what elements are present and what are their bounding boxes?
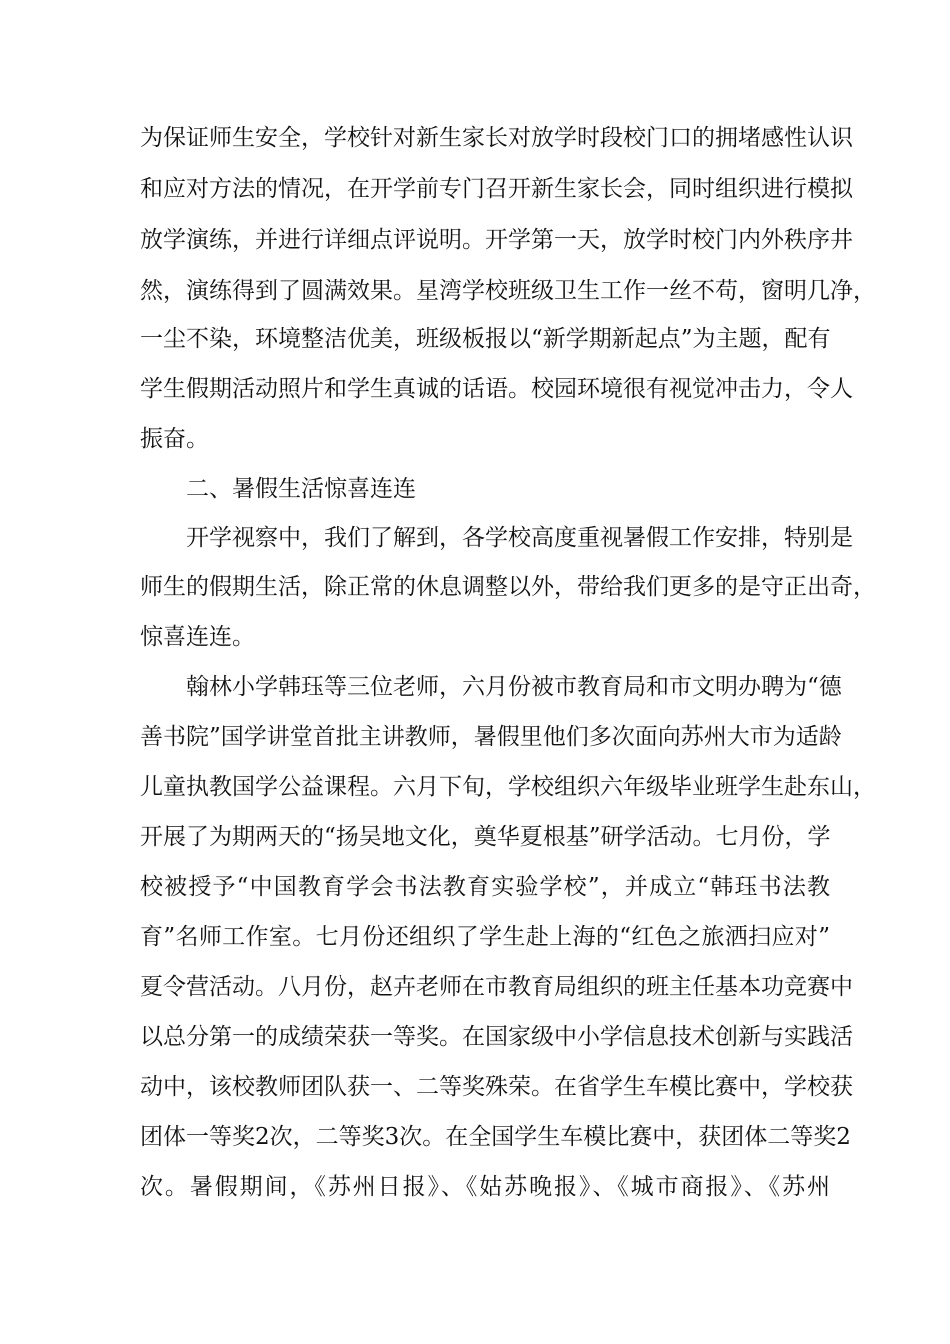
paragraph-line: 善书院”国学讲堂首批主讲教师，暑假里他们多次面向苏州大市为适龄 xyxy=(140,724,842,750)
paragraph-line: 次。暑假期间，《苏州日报》、《姑苏晚报》、《城市商报》、《苏州 xyxy=(140,1174,830,1200)
paragraph-line: 师生的假期生活，除正常的休息调整以外，带给我们更多的是守正出奇， xyxy=(140,574,876,600)
paragraph-line: 翰林小学韩珏等三位老师，六月份被市教育局和市文明办聘为“德 xyxy=(186,674,842,700)
section-heading: 二、暑假生活惊喜连连 xyxy=(186,476,416,502)
paragraph-line: 一尘不染，环境整洁优美，班级板报以“新学期新起点”为主题，配有 xyxy=(140,326,831,352)
paragraph-line: 动中，该校教师团队获一、二等奖殊荣。在省学生车模比赛中，学校获 xyxy=(140,1074,853,1100)
paragraph-line: 和应对方法的情况，在开学前专门召开新生家长会，同时组织进行模拟 xyxy=(140,176,853,202)
paragraph-line: 儿童执教国学公益课程。六月下旬，学校组织六年级毕业班学生赴东山， xyxy=(140,774,876,800)
paragraph-line: 校被授予“中国教育学会书法教育实验学校”，并成立“韩珏书法教 xyxy=(140,874,830,900)
paragraph-line: 然，演练得到了圆满效果。星湾学校班级卫生工作一丝不苟，窗明几净， xyxy=(140,278,876,304)
paragraph-line: 育”名师工作室。七月份还组织了学生赴上海的“红色之旅洒扫应对” xyxy=(140,924,830,950)
paragraph-line: 为保证师生安全，学校针对新生家长对放学时段校门口的拥堵感性认识 xyxy=(140,125,853,151)
paragraph-line: 团体一等奖2次，二等奖3次。在全国学生车模比赛中，获团体二等奖2 xyxy=(140,1124,851,1150)
paragraph-line: 夏令营活动。八月份，赵卉老师在市教育局组织的班主任基本功竞赛中 xyxy=(140,974,853,1000)
paragraph-line: 开展了为期两天的“扬吴地文化，奠华夏根基”研学活动。七月份，学 xyxy=(140,824,831,850)
paragraph-line: 开学视察中，我们了解到，各学校高度重视暑假工作安排，特别是 xyxy=(186,525,853,551)
paragraph-line: 振奋。 xyxy=(140,426,209,452)
paragraph-line: 学生假期活动照片和学生真诚的话语。校园环境很有视觉冲击力，令人 xyxy=(140,376,853,402)
paragraph-line: 以总分第一的成绩荣获一等奖。在国家级中小学信息技术创新与实践活 xyxy=(140,1024,853,1050)
paragraph-line: 惊喜连连。 xyxy=(140,624,255,650)
paragraph-line: 放学演练，并进行详细点评说明。开学第一天，放学时校门内外秩序井 xyxy=(140,227,853,253)
